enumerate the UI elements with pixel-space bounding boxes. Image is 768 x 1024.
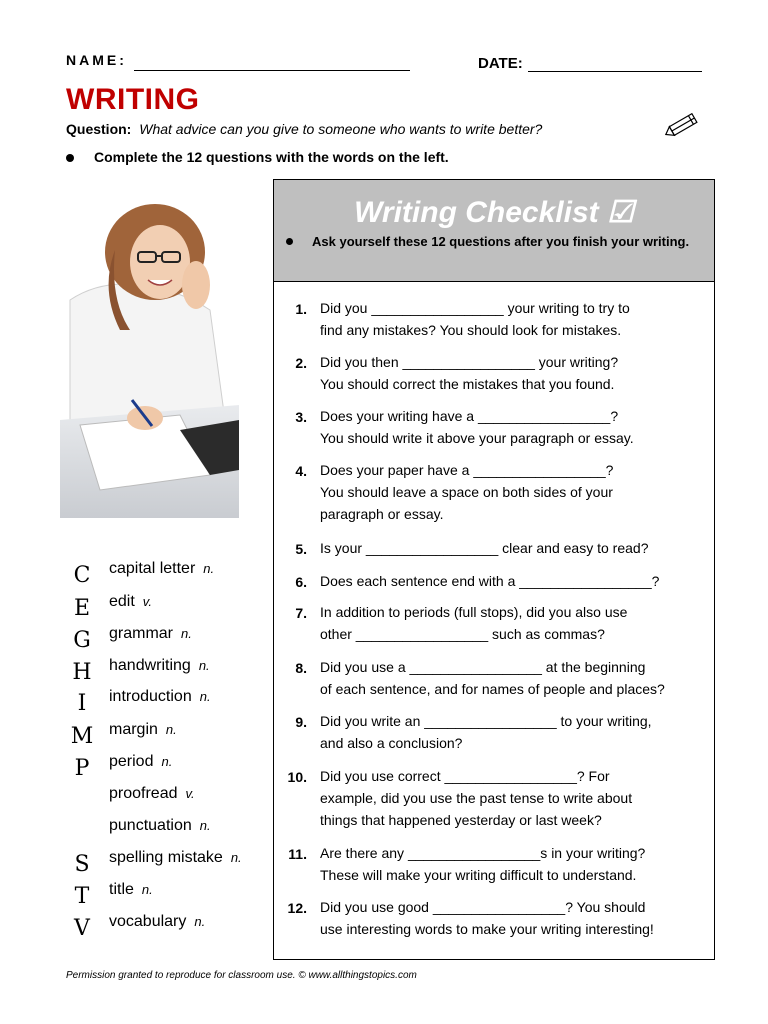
part-of-speech: v. xyxy=(185,786,195,801)
word-list-item xyxy=(109,657,210,675)
part-of-speech: n. xyxy=(141,882,153,897)
word-text: period xyxy=(109,753,154,770)
part-of-speech: n. xyxy=(161,754,173,769)
index-letter: G xyxy=(73,628,91,653)
question-number: 4. xyxy=(295,463,307,479)
question-text: In addition to periods (full stops), did you also use other _________________ such as commas? xyxy=(320,604,628,642)
footer-permission: Permission granted to reproduce for classroom use. © www.allthingstopics.com xyxy=(66,970,417,981)
word-text: edit xyxy=(109,593,135,610)
index-letter: C xyxy=(73,563,91,588)
question-text: Did you use good _________________? You should use interesting words to make your writing interesting! xyxy=(320,899,654,937)
question-number: 12. xyxy=(287,900,307,916)
question-number: 10. xyxy=(287,769,307,785)
name-field-line[interactable] xyxy=(134,70,410,71)
question-number: 5. xyxy=(295,541,307,557)
part-of-speech: n. xyxy=(181,626,192,641)
question-number: 6. xyxy=(295,574,307,590)
index-letter: E xyxy=(73,596,91,621)
word-text: title xyxy=(109,881,134,898)
bullet-icon xyxy=(66,154,74,162)
part-of-speech: n. xyxy=(194,914,206,929)
checklist-subtitle xyxy=(286,234,706,250)
question-text: Does your paper have a _________________? You should leave a space on both sides of your paragraph or essay. xyxy=(320,462,614,522)
bullet-icon xyxy=(286,238,293,245)
word-text: spelling mistake xyxy=(109,849,223,866)
question-text: Did you _________________ your writing to try to find any mistakes? You should look for mistakes. xyxy=(320,300,630,338)
question-text: Does your writing have a _________________? You should write it above your paragraph or essay. xyxy=(320,408,634,446)
part-of-speech: v. xyxy=(142,594,152,609)
index-letter: V xyxy=(74,916,90,941)
index-letter: M xyxy=(70,724,94,749)
word-text: vocabulary xyxy=(109,913,187,930)
index-letter: S xyxy=(74,852,90,877)
word-text: introduction xyxy=(109,688,192,705)
question-number: 8. xyxy=(295,660,307,676)
word-text: margin xyxy=(109,721,158,738)
woman-writing-photo xyxy=(60,190,239,518)
question-text: Did you write an _________________ to your writing, and also a conclusion? xyxy=(320,713,652,751)
question-number: 1. xyxy=(295,301,307,317)
word-list-item xyxy=(109,881,153,899)
question-text: Is your _________________ clear and easy to read? xyxy=(320,540,649,556)
word-list-item xyxy=(109,817,211,835)
part-of-speech: n. xyxy=(199,818,211,833)
instruction xyxy=(66,149,449,165)
name-label: NAME: xyxy=(66,52,127,68)
word-text: punctuation xyxy=(109,817,192,834)
question-text: Did you use correct _________________? For example, did you use the past tense to write about things that happened yesterday or last week? xyxy=(320,768,633,828)
index-letter: I xyxy=(77,691,87,716)
question-number: 11. xyxy=(288,846,307,862)
question-text: Does each sentence end with a _________________? xyxy=(320,573,660,589)
word-list-item xyxy=(109,721,177,739)
word-list-item xyxy=(109,625,192,643)
index-letter: T xyxy=(74,884,90,909)
word-list-item xyxy=(109,753,172,771)
word-list-item xyxy=(109,913,205,931)
question-text: Did you use a _________________ at the beginning of each sentence, and for names of people and places? xyxy=(320,659,665,697)
question-label: Question: xyxy=(66,121,132,137)
question-text: Did you then _________________ your writing? You should correct the mistakes that you found. xyxy=(320,354,619,392)
checklist-subtitle-text: Ask yourself these 12 questions after you finish your writing. xyxy=(312,234,690,249)
part-of-speech: n. xyxy=(203,561,215,576)
part-of-speech: n. xyxy=(198,658,210,673)
question-number: 7. xyxy=(295,605,307,621)
instruction-text: Complete the 12 questions with the words on the left. xyxy=(94,149,449,165)
date-label: DATE: xyxy=(478,55,523,72)
pencil-icon xyxy=(662,108,706,145)
question-text: What advice can you give to someone who wants to write better? xyxy=(139,121,543,137)
word-text: handwriting xyxy=(109,657,191,674)
word-list-item xyxy=(109,785,195,803)
word-list-item xyxy=(109,849,242,867)
question-text: Are there any _________________s in your writing? These will make your writing difficult to understand. xyxy=(320,845,646,883)
word-list-item xyxy=(109,560,214,578)
part-of-speech: n. xyxy=(230,850,242,865)
page-title: WRITING xyxy=(66,83,200,116)
question-number: 2. xyxy=(295,355,307,371)
question-line xyxy=(66,121,542,137)
word-text: proofread xyxy=(109,785,178,802)
word-list-item xyxy=(109,688,211,706)
date-field-line[interactable] xyxy=(528,71,702,72)
question-number: 3. xyxy=(295,409,307,425)
part-of-speech: n. xyxy=(165,722,177,737)
word-text: capital letter xyxy=(109,560,196,577)
checklist-title: Writing Checklist ☑ xyxy=(354,196,634,229)
question-number: 9. xyxy=(295,714,307,730)
part-of-speech: n. xyxy=(199,689,211,704)
index-letter: P xyxy=(74,756,90,781)
word-text: grammar xyxy=(109,625,174,642)
index-letter: H xyxy=(72,660,92,685)
word-list-item xyxy=(109,593,152,611)
